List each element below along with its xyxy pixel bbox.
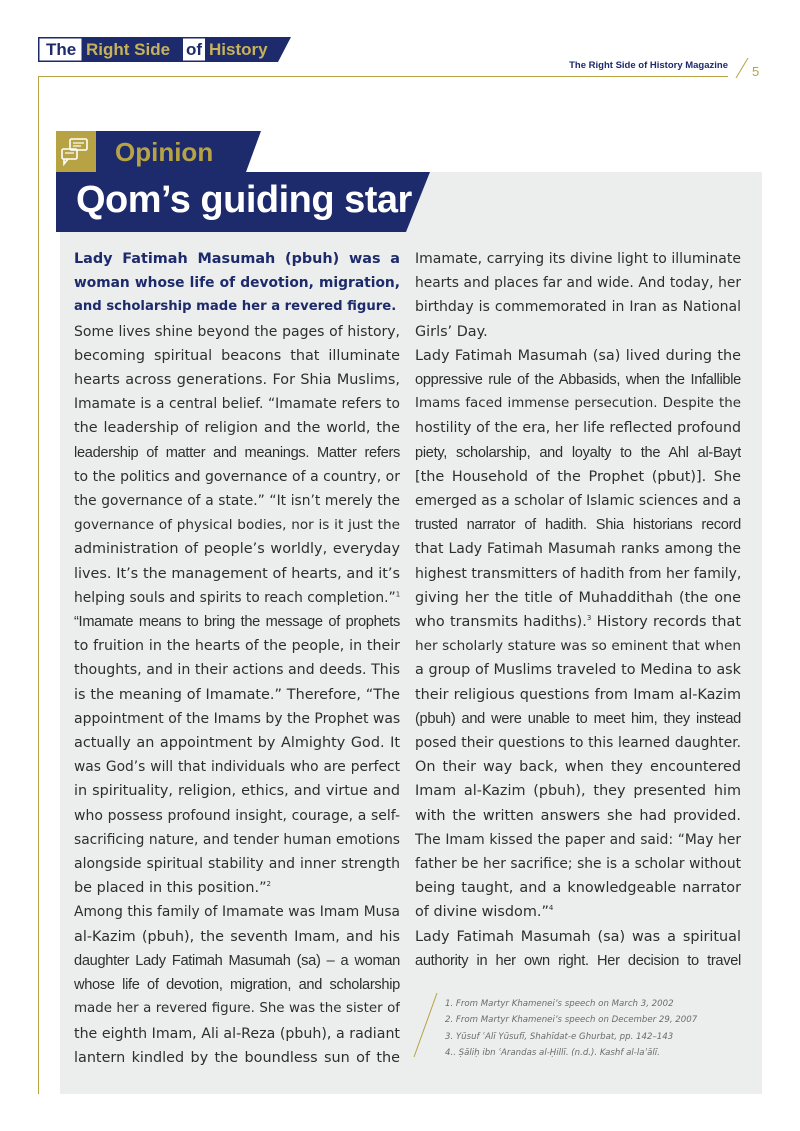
body-line (74, 586, 400, 610)
body-line-text: whose life of devotion, migration, and scholarship (74, 977, 400, 994)
brand-word-the: The (46, 40, 77, 59)
body-line-text: Some lives shine beyond the pages of history, (74, 323, 400, 340)
body-line (74, 997, 400, 1021)
body-line-text: of divine wisdom.” (415, 904, 549, 921)
footnote-ref: 3 (586, 614, 592, 623)
body-line-text: made her a revered figure. She was the sister of (74, 1001, 400, 1017)
body-line (415, 247, 741, 271)
body-line-text: [the Household of the Prophet (pbut)]. She (415, 468, 741, 485)
body-line-text: thoughts, and in their actions and deeds. This (74, 662, 400, 679)
body-line-text: leadership of matter and meanings. Matter refers (74, 444, 400, 461)
body-line-text: with the written answers she had provided. (415, 807, 741, 824)
body-line (415, 586, 741, 610)
body-line-text: woman whose life of devotion, migration, (74, 275, 400, 292)
body-line (415, 634, 741, 658)
body-line (415, 779, 741, 803)
body-line (74, 804, 400, 828)
footnote-1: 1. From Martyr Khamenei’s speech on March 3, 2002 (445, 999, 674, 1009)
body-line (74, 755, 400, 779)
body-line-text: being taught, and a knowledgeable narrator (415, 880, 741, 897)
body-line (415, 513, 741, 537)
body-line (415, 344, 741, 368)
body-line-text: their religious questions from Imam al-Kazim (415, 686, 741, 703)
body-line (415, 562, 741, 586)
body-line (74, 925, 400, 949)
body-line-text: highest transmitters of hadith from her family, (415, 565, 741, 582)
body-line-text: the eighth Imam, Ali al-Reza (pbuh), a radiant (74, 1025, 400, 1042)
body-line-text: to fruition in the hearts of the people, in their (74, 638, 400, 655)
body-line (415, 828, 741, 852)
body-line (415, 320, 741, 344)
body-line-text: in spirituality, religion, ethics, and virtue and (74, 783, 400, 800)
footnote-slash-divider (412, 992, 438, 1058)
body-line (415, 416, 741, 440)
footnote-2: 2. From Martyr Khamenei’s speech on December 29, 2007 (445, 1015, 698, 1026)
body-line (415, 610, 741, 634)
body-line-text: be placed in this position.” (74, 880, 267, 897)
body-line-text: who transmits hadiths). (415, 614, 587, 631)
body-line-text: a group of Muslims traveled to Medina to ask (415, 662, 741, 679)
body-line (415, 683, 741, 707)
body-line-text: posed their questions to this learned daughter. (415, 735, 741, 752)
body-line (74, 852, 400, 876)
body-line-continuation: History records that (591, 614, 741, 631)
body-line (74, 828, 400, 852)
body-line-text: the leadership of religion and the world, the (74, 420, 400, 437)
body-line-text: who possess profound insight, courage, a self- (74, 807, 400, 824)
body-line-text: governance of physical bodies, nor is it just the (74, 517, 400, 534)
body-line (74, 416, 400, 440)
body-line-text: father be her sacrifice; she is a scholar without (415, 856, 741, 873)
body-line-text: piety, scholarship, and loyalty to the Ahl al-Bayt (415, 444, 741, 461)
frame-top-rule (38, 76, 728, 77)
body-line (415, 368, 741, 392)
body-line (74, 683, 400, 707)
body-line-text: hearts across generations. For Shia Muslims, (74, 372, 400, 389)
body-line (74, 295, 400, 319)
body-line (415, 489, 741, 513)
section-label: Opinion (115, 137, 214, 167)
body-line-text: emerged as a scholar of Islamic sciences and a (415, 493, 741, 510)
body-line (415, 465, 741, 489)
page-number: 5 (752, 64, 760, 79)
body-line-text: administration of people’s worldly, everyday (74, 541, 400, 558)
body-line (415, 804, 741, 828)
body-line (415, 707, 741, 731)
body-line-text: The Imam kissed the paper and said: “May her (415, 831, 741, 848)
body-line (74, 1046, 400, 1070)
body-line-text: that Lady Fatimah Masumah ranks among the (415, 541, 741, 558)
body-line (74, 707, 400, 731)
body-line (74, 513, 400, 537)
body-line (415, 731, 741, 755)
chat-bubbles-icon (60, 137, 90, 167)
body-line-text: hearts and places far and wide. And today, her (415, 275, 741, 292)
body-line-text: is the meaning of Imamate.” Therefore, “The (74, 686, 400, 703)
footnote-ref: 2 (266, 880, 272, 889)
body-line-text: “Imamate means to bring the message of prophets (74, 614, 400, 631)
body-line-text: Lady Fatimah Masumah (pbuh) was a (74, 251, 400, 267)
body-line (74, 973, 400, 997)
body-line-text: Lady Fatimah Masumah (sa) lived during the (415, 347, 741, 364)
article-title: Qom’s guiding star (76, 179, 412, 221)
body-line (415, 925, 741, 949)
body-line-text: Lady Fatimah Masumah (sa) was a spiritual (415, 928, 741, 945)
body-line-text: Imam al-Kazim (pbuh), they presented him (415, 783, 741, 800)
body-line-text: Among this family of Imamate was Imam Musa (74, 904, 400, 921)
body-line (415, 271, 741, 295)
body-line (415, 658, 741, 682)
body-line-text: was God’s will that individuals who are perfect (74, 759, 400, 776)
body-line-text: Imams faced immense persecution. Despite the (415, 396, 741, 412)
body-line-text: (pbuh) and were unable to meet him, they instead (415, 710, 741, 727)
body-line-text: actually an appointment by Almighty God. It (74, 735, 400, 752)
body-line-text: lantern kindled by the boundless sun of the (74, 1049, 400, 1066)
body-line-text: her scholarly stature was so eminent that when (415, 638, 741, 655)
brand-word-history: History (209, 40, 268, 59)
footnote-4: 4.. Ṣāliḥ ibn ʿArandas al-Ḥillī. (n.d.). Kashf al-laʾālī. (445, 1048, 660, 1059)
body-line (74, 465, 400, 489)
body-line (415, 755, 741, 779)
body-line-text: Imamate, carrying its divine light to illuminate (415, 251, 741, 267)
footnotes (445, 996, 755, 1062)
brand-word-of: of (186, 40, 203, 59)
body-line (74, 731, 400, 755)
body-line (415, 852, 741, 876)
body-line-text: appointment of the Imams by the Prophet was (74, 710, 400, 727)
footnote-3: 3. Yūsuf ʿAlī Yūsufī, Shahīdat-e Ghurbat, pp. 142–143 (445, 1031, 674, 1042)
body-line (74, 658, 400, 682)
body-line (74, 489, 400, 513)
article-column-right (415, 247, 741, 973)
brand-tag (38, 37, 291, 62)
body-line-text: On their way back, when they encountered (415, 759, 741, 776)
footnote-ref: 4 (548, 904, 554, 913)
body-line (74, 368, 400, 392)
body-line-text: birthday is commemorated in Iran as National (415, 299, 741, 316)
body-line-text: giving her the title of Muhaddithah (the one (415, 589, 741, 606)
body-line (415, 949, 741, 973)
body-line (74, 562, 400, 586)
body-line (415, 392, 741, 416)
brand-word-right-side: Right Side (86, 40, 171, 59)
body-line-text: lives. It’s the management of hearts, and it’s (74, 565, 400, 582)
body-line-text: daughter Lady Fatimah Masumah (sa) – a woman (74, 952, 400, 969)
body-line (74, 320, 400, 344)
body-line-text: hostility of the era, her life reflected profound (415, 420, 741, 437)
body-line-text: to the politics and governance of a country, or (74, 468, 400, 485)
magazine-name: The Right Side of History Magazine (569, 60, 728, 71)
body-line-text: becoming spiritual beacons that illuminate (74, 347, 400, 364)
body-line-text: trusted narrator of hadith. Shia historians record (415, 517, 741, 534)
body-line-text: helping souls and spirits to reach completion.” (74, 589, 396, 606)
body-line (415, 900, 741, 924)
body-line-text: alongside spiritual stability and inner strength (74, 856, 400, 873)
body-line (415, 295, 741, 319)
body-line (74, 779, 400, 803)
frame-left-rule (38, 76, 39, 1094)
body-line (74, 634, 400, 658)
body-line (415, 876, 741, 900)
body-line-text: authority in her own right. Her decision to travel (415, 952, 741, 969)
body-line-text: the governance of a state.” “It isn’t merely the (74, 493, 400, 510)
body-line-text: oppressive rule of the Abbasids, when the Infallible (415, 372, 741, 389)
body-line (74, 344, 400, 368)
body-line-text: and scholarship made her a revered figure. (74, 299, 397, 315)
body-line-text: Girls’ Day. (415, 323, 488, 340)
body-line (74, 537, 400, 561)
body-line-text: Imamate is a central belief. “Imamate refers to (74, 396, 400, 413)
body-line-text: sacrificing nature, and tender human emotions (74, 831, 400, 848)
body-line (74, 392, 400, 416)
body-line (74, 876, 400, 900)
body-line (74, 271, 400, 295)
page-slash-divider (735, 57, 749, 79)
article-column-left (74, 247, 400, 1070)
body-line (74, 247, 400, 271)
body-line (74, 441, 400, 465)
body-line (74, 900, 400, 924)
body-line (74, 1022, 400, 1046)
body-line (74, 949, 400, 973)
body-line (74, 610, 400, 634)
body-line (415, 441, 741, 465)
footnote-ref: 1 (395, 590, 400, 599)
body-line-text: al-Kazim (pbuh), the seventh Imam, and his (74, 928, 400, 945)
body-line (415, 537, 741, 561)
